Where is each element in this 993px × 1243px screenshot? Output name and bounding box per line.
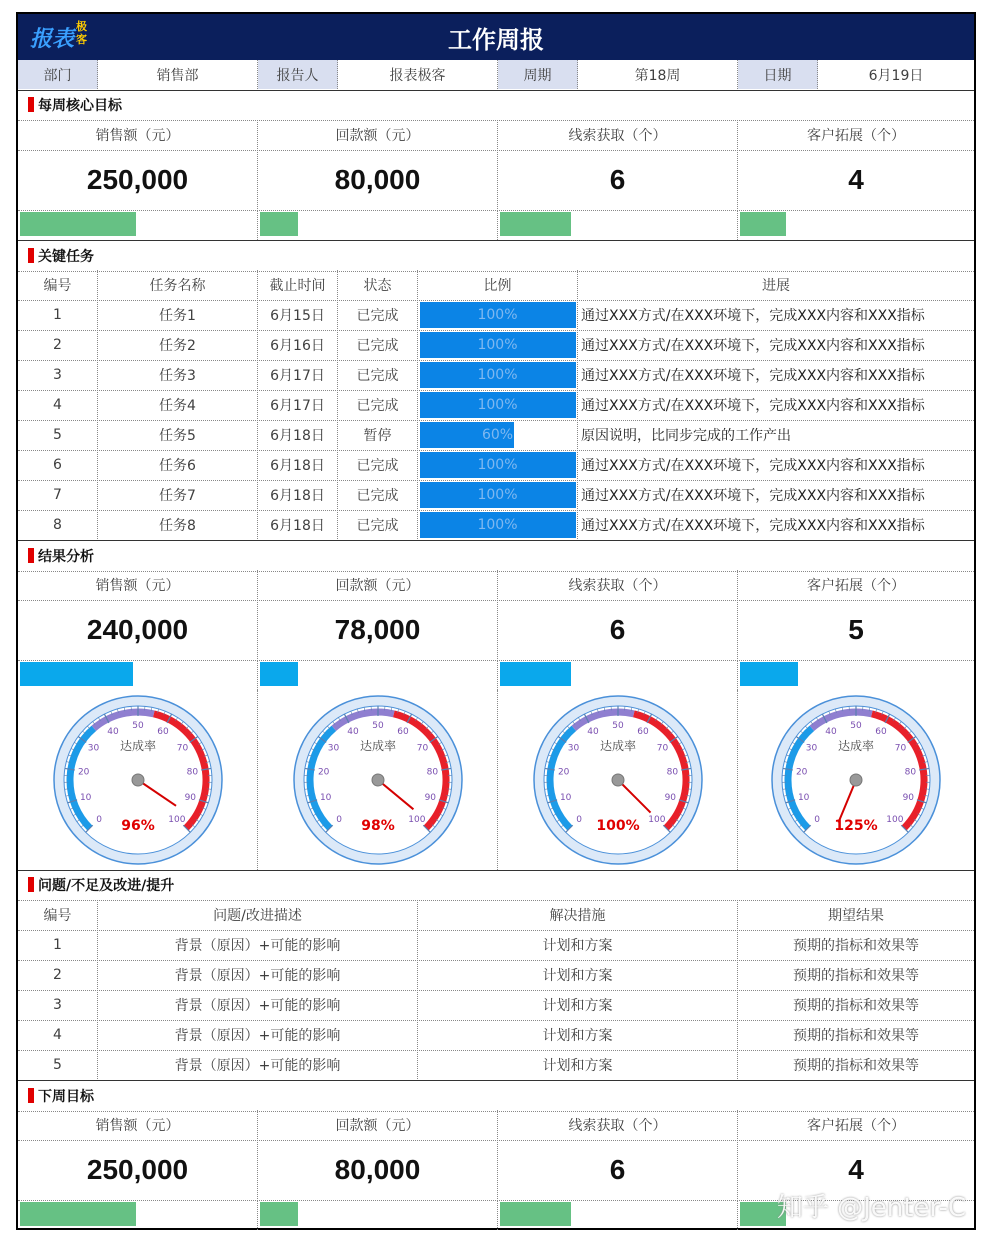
issue-measure: 计划和方案 <box>418 960 738 989</box>
column-header: 期望结果 <box>828 907 884 924</box>
kpi-progress-bar <box>500 1202 571 1226</box>
section-next-week-header <box>18 1080 974 1112</box>
section-issues-header <box>18 870 974 901</box>
gauge-tick-label: 60 <box>636 726 649 737</box>
gauge-tick-label: 90 <box>424 792 436 803</box>
weekly-report-sheet <box>16 12 976 1230</box>
watermark-text: 知乎 @Jenter-C <box>776 1193 966 1223</box>
achievement-gauge <box>48 690 228 870</box>
kpi-value-row <box>18 600 974 661</box>
gauge-title: 达成率 <box>119 739 156 753</box>
gauge-tick-label: 0 <box>575 814 582 825</box>
task-ratio-text: 100% <box>477 456 518 473</box>
kpi-value[interactable]: 4 <box>848 163 864 195</box>
gauge-tick-label: 90 <box>902 792 915 803</box>
task-row[interactable] <box>18 420 974 451</box>
achievement-gauge <box>288 690 468 870</box>
gauge-tick-label: 70 <box>656 743 668 754</box>
section-weekly-targets-header <box>18 90 974 121</box>
task-row[interactable] <box>18 510 974 541</box>
kpi-label: 回款额（元） <box>258 120 498 149</box>
kpi-value[interactable]: 6 <box>498 600 738 659</box>
issues-header-row <box>18 900 974 931</box>
kpi-value[interactable]: 80,000 <box>258 1140 498 1199</box>
gauge-value-label: 125% <box>834 818 878 834</box>
kpi-progress-cell <box>18 660 258 690</box>
issue-measure: 计划和方案 <box>418 990 738 1019</box>
task-no: 1 <box>18 300 98 329</box>
gauge-cell <box>18 690 258 870</box>
task-name: 任务3 <box>98 360 258 389</box>
info-row <box>18 60 974 91</box>
issue-desc: 背景（原因）+可能的影响 <box>98 960 418 989</box>
task-status: 已完成 <box>338 450 418 479</box>
logo-small-text: 极客 <box>76 20 87 46</box>
issue-no: 5 <box>18 1050 98 1079</box>
task-no: 6 <box>18 450 98 479</box>
gauge-tick-label: 30 <box>567 743 579 754</box>
column-header: 进展 <box>762 277 790 294</box>
issue-expect: 预期的指标和效果等 <box>793 1027 919 1044</box>
task-status: 已完成 <box>338 330 418 359</box>
task-progress: 通过XXX方式/在XXX环境下，完成XXX内容和XXX指标 <box>581 337 925 354</box>
task-no: 5 <box>18 420 98 449</box>
gauge-value-label: 98% <box>360 818 395 834</box>
gauge-tick-label: 0 <box>335 814 342 825</box>
kpi-value[interactable]: 250,000 <box>18 150 258 209</box>
kpi-value[interactable]: 5 <box>848 613 864 645</box>
gauge-tick-label: 40 <box>106 726 119 737</box>
task-progress: 通过XXX方式/在XXX环境下，完成XXX内容和XXX指标 <box>581 487 925 504</box>
kpi-label: 销售额（元） <box>18 570 258 599</box>
gauge-title: 达成率 <box>837 739 875 753</box>
kpi-label: 客户拓展（个） <box>807 577 905 594</box>
page-title: 工作周报 <box>448 25 544 54</box>
task-name: 任务4 <box>98 390 258 419</box>
kpi-label: 销售额（元） <box>18 1110 258 1139</box>
kpi-progress-cell <box>18 210 258 240</box>
gauge-tick-label: 0 <box>814 814 820 825</box>
gauge-tick-label: 0 <box>95 814 102 825</box>
kpi-progress-cell <box>738 660 974 690</box>
kpi-label: 回款额（元） <box>258 570 498 599</box>
gauge-tick-label: 40 <box>346 726 359 737</box>
task-progress: 通过XXX方式/在XXX环境下，完成XXX内容和XXX指标 <box>581 457 925 474</box>
gauge-tick-label: 60 <box>156 726 169 737</box>
kpi-progress-bar <box>740 212 786 236</box>
kpi-label: 线索获取（个） <box>498 1110 738 1139</box>
gauge-tick-label: 80 <box>426 767 438 778</box>
section-title: 问题/不足及改进/提升 <box>38 877 175 894</box>
info-label-date: 日期 <box>738 60 818 89</box>
gauge-cell <box>498 690 738 870</box>
task-ratio-text: 100% <box>477 336 518 353</box>
column-header: 编号 <box>18 900 98 929</box>
task-ratio-cell <box>418 480 578 509</box>
section-marker <box>28 248 34 263</box>
info-value-period[interactable]: 第18周 <box>578 60 738 89</box>
issue-row[interactable] <box>18 960 974 991</box>
section-marker <box>28 548 34 563</box>
task-name: 任务6 <box>98 450 258 479</box>
column-header: 截止时间 <box>258 270 338 299</box>
issue-desc: 背景（原因）+可能的影响 <box>98 930 418 959</box>
task-ratio-cell <box>418 330 578 359</box>
kpi-label: 回款额（元） <box>258 1110 498 1139</box>
task-ratio-cell <box>418 390 578 419</box>
kpi-progress-cell <box>258 1200 498 1230</box>
gauge-hub <box>612 774 624 786</box>
kpi-progress-cell <box>498 210 738 240</box>
task-progress: 通过XXX方式/在XXX环境下，完成XXX内容和XXX指标 <box>581 367 925 384</box>
gauge-tick-label: 80 <box>904 767 917 778</box>
gauge-tick-label: 100 <box>647 814 665 825</box>
kpi-progress-cell <box>258 660 498 690</box>
gauge-tick-label: 20 <box>317 767 329 778</box>
issue-row[interactable] <box>18 1050 974 1081</box>
kpi-progress-bar <box>500 212 571 236</box>
task-deadline: 6月15日 <box>258 300 338 329</box>
kpi-progress-bar <box>20 662 133 686</box>
gauge-tick-label: 10 <box>79 792 91 803</box>
gauge-tick-label: 10 <box>559 792 571 803</box>
logo-text: 报表 <box>30 27 75 52</box>
section-results-header <box>18 540 974 572</box>
gauge-tick-label: 100 <box>167 814 185 825</box>
task-status: 已完成 <box>338 390 418 419</box>
gauge-tick-label: 60 <box>875 726 887 737</box>
gauge-title: 达成率 <box>599 739 636 753</box>
gauge-tick-label: 40 <box>586 726 599 737</box>
gauge-cell <box>258 690 498 870</box>
section-marker <box>28 877 34 892</box>
issue-expect: 预期的指标和效果等 <box>793 1057 919 1074</box>
kpi-label: 线索获取（个） <box>498 120 738 149</box>
kpi-value[interactable]: 80,000 <box>258 150 498 209</box>
gauge-tick-label: 50 <box>131 721 144 731</box>
section-title: 每周核心目标 <box>38 97 122 114</box>
column-header: 解决措施 <box>418 900 738 929</box>
kpi-progress-bar <box>20 212 136 236</box>
info-value-department[interactable]: 销售部 <box>98 60 258 89</box>
gauge-hub <box>850 774 862 786</box>
kpi-progress-bar <box>260 212 298 236</box>
task-deadline: 6月18日 <box>258 510 338 539</box>
kpi-progress-bar <box>260 1202 298 1226</box>
kpi-value[interactable]: 250,000 <box>18 1140 258 1199</box>
section-title: 下周目标 <box>38 1088 94 1105</box>
gauge-tick-label: 50 <box>850 721 862 731</box>
gauge-tick-label: 20 <box>77 767 89 778</box>
task-row[interactable] <box>18 300 974 331</box>
task-status: 已完成 <box>338 510 418 539</box>
achievement-gauge <box>766 690 946 870</box>
gauge-tick-label: 80 <box>186 767 198 778</box>
gauge-hub <box>132 774 144 786</box>
kpi-label-row <box>18 570 974 601</box>
task-name: 任务8 <box>98 510 258 539</box>
task-ratio-cell <box>418 450 578 479</box>
gauges-row <box>18 690 974 871</box>
gauge-tick-label: 90 <box>664 792 676 803</box>
issue-measure: 计划和方案 <box>418 930 738 959</box>
task-name: 任务2 <box>98 330 258 359</box>
column-header: 编号 <box>18 270 98 299</box>
gauge-tick-label: 30 <box>87 743 99 754</box>
kpi-value[interactable]: 78,000 <box>258 600 498 659</box>
task-ratio-cell <box>418 420 578 449</box>
task-status: 暂停 <box>338 420 418 449</box>
issue-expect: 预期的指标和效果等 <box>793 997 919 1014</box>
title-bar <box>18 14 974 60</box>
kpi-label-row <box>18 120 974 151</box>
task-row[interactable] <box>18 480 974 511</box>
task-status: 已完成 <box>338 300 418 329</box>
task-ratio-text: 100% <box>477 516 518 533</box>
kpi-label: 销售额（元） <box>18 120 258 149</box>
gauge-tick-label: 20 <box>795 767 808 778</box>
kpi-value-row <box>18 150 974 211</box>
kpi-progress-bar <box>260 662 298 686</box>
task-deadline: 6月16日 <box>258 330 338 359</box>
task-ratio-text: 100% <box>477 396 518 413</box>
achievement-gauge <box>528 690 708 870</box>
column-header: 比例 <box>418 270 578 299</box>
issue-row[interactable] <box>18 930 974 961</box>
kpi-value[interactable]: 6 <box>498 150 738 209</box>
gauge-tick-label: 70 <box>176 743 188 754</box>
task-deadline: 6月18日 <box>258 420 338 449</box>
gauge-tick-label: 40 <box>825 726 837 737</box>
gauge-tick-label: 100 <box>407 814 425 825</box>
kpi-value[interactable]: 6 <box>498 1140 738 1199</box>
gauge-tick-label: 70 <box>416 743 428 754</box>
kpi-label: 线索获取（个） <box>498 570 738 599</box>
task-row[interactable] <box>18 450 974 481</box>
gauge-tick-label: 20 <box>557 767 569 778</box>
gauge-hub <box>372 774 384 786</box>
task-name: 任务7 <box>98 480 258 509</box>
issue-desc: 背景（原因）+可能的影响 <box>98 1020 418 1049</box>
section-marker <box>28 97 34 112</box>
gauge-tick-label: 60 <box>396 726 409 737</box>
kpi-label: 客户拓展（个） <box>807 1117 905 1134</box>
task-name: 任务1 <box>98 300 258 329</box>
gauge-tick-label: 10 <box>319 792 331 803</box>
task-progress: 通过XXX方式/在XXX环境下，完成XXX内容和XXX指标 <box>581 397 925 414</box>
gauge-tick-label: 10 <box>797 792 810 803</box>
task-no: 8 <box>18 510 98 539</box>
info-value-date[interactable]: 6月19日 <box>868 67 924 84</box>
info-value-reporter[interactable]: 报表极客 <box>338 60 498 89</box>
task-no: 4 <box>18 390 98 419</box>
task-deadline: 6月18日 <box>258 480 338 509</box>
task-progress: 通过XXX方式/在XXX环境下，完成XXX内容和XXX指标 <box>581 517 925 534</box>
task-progress: 通过XXX方式/在XXX环境下，完成XXX内容和XXX指标 <box>581 307 925 324</box>
issue-measure: 计划和方案 <box>418 1020 738 1049</box>
task-no: 7 <box>18 480 98 509</box>
task-ratio-cell <box>418 360 578 389</box>
section-tasks-header <box>18 240 974 272</box>
kpi-progress-cell <box>258 210 498 240</box>
kpi-value[interactable]: 4 <box>848 1153 864 1185</box>
column-header: 问题/改进描述 <box>98 900 418 929</box>
kpi-progress-bar <box>500 662 571 686</box>
gauge-value-label: 96% <box>120 818 155 834</box>
column-header: 状态 <box>338 270 418 299</box>
task-no: 3 <box>18 360 98 389</box>
kpi-bar-row <box>18 210 974 240</box>
kpi-bar-row <box>18 660 974 690</box>
issue-desc: 背景（原因）+可能的影响 <box>98 1050 418 1079</box>
task-status: 已完成 <box>338 360 418 389</box>
task-ratio-cell <box>418 300 578 329</box>
gauge-tick-label: 30 <box>805 743 818 754</box>
task-name: 任务5 <box>98 420 258 449</box>
gauge-cell <box>738 690 974 870</box>
info-label-period: 周期 <box>498 60 578 89</box>
gauge-tick-label: 100 <box>886 814 904 825</box>
section-title: 结果分析 <box>38 548 94 565</box>
kpi-progress-cell <box>498 660 738 690</box>
gauge-tick-label: 70 <box>894 743 907 754</box>
tasks-header-row <box>18 270 974 301</box>
issue-row[interactable] <box>18 1020 974 1051</box>
issue-no: 2 <box>18 960 98 989</box>
section-marker <box>28 1088 34 1103</box>
issue-row[interactable] <box>18 990 974 1021</box>
kpi-progress-bar <box>740 662 798 686</box>
task-deadline: 6月17日 <box>258 360 338 389</box>
issue-no: 4 <box>18 1020 98 1049</box>
kpi-label-row <box>18 1110 974 1141</box>
task-ratio-text: 60% <box>481 426 514 443</box>
task-ratio-cell <box>418 510 578 539</box>
task-deadline: 6月18日 <box>258 450 338 479</box>
gauge-tick-label: 50 <box>611 721 624 731</box>
info-label-department: 部门 <box>18 60 98 89</box>
issue-expect: 预期的指标和效果等 <box>793 937 919 954</box>
kpi-progress-cell <box>498 1200 738 1230</box>
gauge-tick-label: 50 <box>371 721 384 731</box>
issue-measure: 计划和方案 <box>418 1050 738 1079</box>
issue-no: 1 <box>18 930 98 959</box>
gauge-title: 达成率 <box>359 739 396 753</box>
kpi-progress-cell <box>18 1200 258 1230</box>
issue-expect: 预期的指标和效果等 <box>793 967 919 984</box>
column-header: 任务名称 <box>98 270 258 299</box>
task-progress: 原因说明，比同步完成的工作产出 <box>581 427 791 444</box>
info-label-reporter: 报告人 <box>258 60 338 89</box>
issue-desc: 背景（原因）+可能的影响 <box>98 990 418 1019</box>
gauge-tick-label: 80 <box>666 767 678 778</box>
task-ratio-text: 100% <box>477 306 518 323</box>
gauge-tick-label: 30 <box>327 743 339 754</box>
task-deadline: 6月17日 <box>258 390 338 419</box>
issue-no: 3 <box>18 990 98 1019</box>
task-no: 2 <box>18 330 98 359</box>
kpi-label: 客户拓展（个） <box>807 127 905 144</box>
kpi-progress-cell <box>738 210 974 240</box>
task-ratio-text: 100% <box>477 366 518 383</box>
task-row[interactable] <box>18 360 974 391</box>
section-title: 关键任务 <box>38 248 94 265</box>
gauge-value-label: 100% <box>595 818 640 834</box>
task-row[interactable] <box>18 330 974 361</box>
task-row[interactable] <box>18 390 974 421</box>
gauge-tick-label: 90 <box>184 792 196 803</box>
task-status: 已完成 <box>338 480 418 509</box>
kpi-value[interactable]: 240,000 <box>18 600 258 659</box>
kpi-progress-bar <box>20 1202 136 1226</box>
task-ratio-text: 100% <box>477 486 518 503</box>
